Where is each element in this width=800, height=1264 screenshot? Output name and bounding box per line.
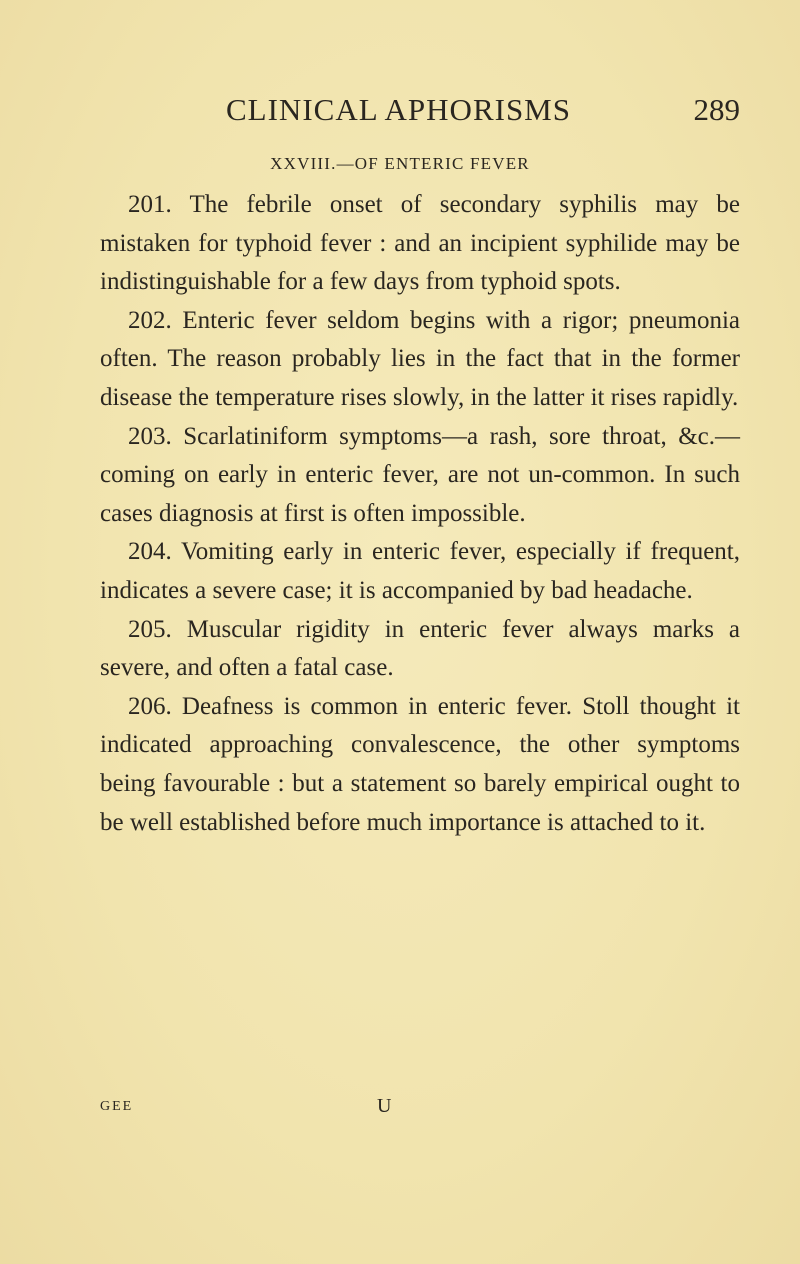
aphorism-number: 206. — [128, 692, 172, 720]
section-heading: XXVIII.—OF ENTERIC FEVER — [270, 154, 530, 173]
aphorism-number: 202. — [128, 306, 172, 334]
aphorism-202 — [100, 302, 740, 418]
aphorism-206 — [100, 688, 740, 842]
aphorism-number: 203. — [128, 422, 172, 450]
gathering-signature: U — [377, 1095, 392, 1117]
aphorism-text: The febrile onset of secondary syphilis may be mistaken for typhoid fever : and an incipient syphilide may be indistinguishable for a few days from typhoid spots. — [100, 191, 740, 296]
aphorism-203 — [100, 418, 740, 534]
aphorism-number: 205. — [128, 615, 172, 643]
aphorism-number: 201. — [128, 191, 172, 218]
aphorism-number: 204. — [128, 538, 172, 566]
aphorism-text: Enteric fever seldom begins with a rigor; pneumonia often. The reason probably lies in the fact that in the former disease the temperature rises slowly, in the latter it rises rapidly. — [100, 306, 740, 411]
aphorism-list — [100, 186, 740, 842]
aphorism-text: Deafness is common in enteric fever. Stoll thought it indicated approaching convalescence, the other symptoms being favourable : but a statement so barely empirical ought to be well established before much importance is attached to it. — [100, 692, 740, 836]
aphorism-text: Vomiting early in enteric fever, especially if frequent, indicates a severe case; it is accompanied by bad headache. — [100, 538, 740, 604]
aphorism-205 — [100, 611, 740, 688]
page-number: 289 — [693, 92, 740, 127]
page-header — [226, 92, 740, 132]
aphorism-text: Muscular rigidity in enteric fever always marks a severe, and often a fatal case. — [100, 615, 741, 682]
aphorism-201 — [100, 186, 740, 302]
running-title: CLINICAL APHORISMS — [226, 92, 571, 127]
aphorism-text: Scarlatiniform symptoms—a rash, sore throat, &c.—coming on early in enteric fever, are not un-common. In such cases diagnosis at first is often impossible. — [100, 422, 740, 527]
aphorism-204 — [100, 533, 740, 610]
printer-signature: GEE — [100, 1099, 134, 1114]
page-footer — [100, 1095, 740, 1119]
